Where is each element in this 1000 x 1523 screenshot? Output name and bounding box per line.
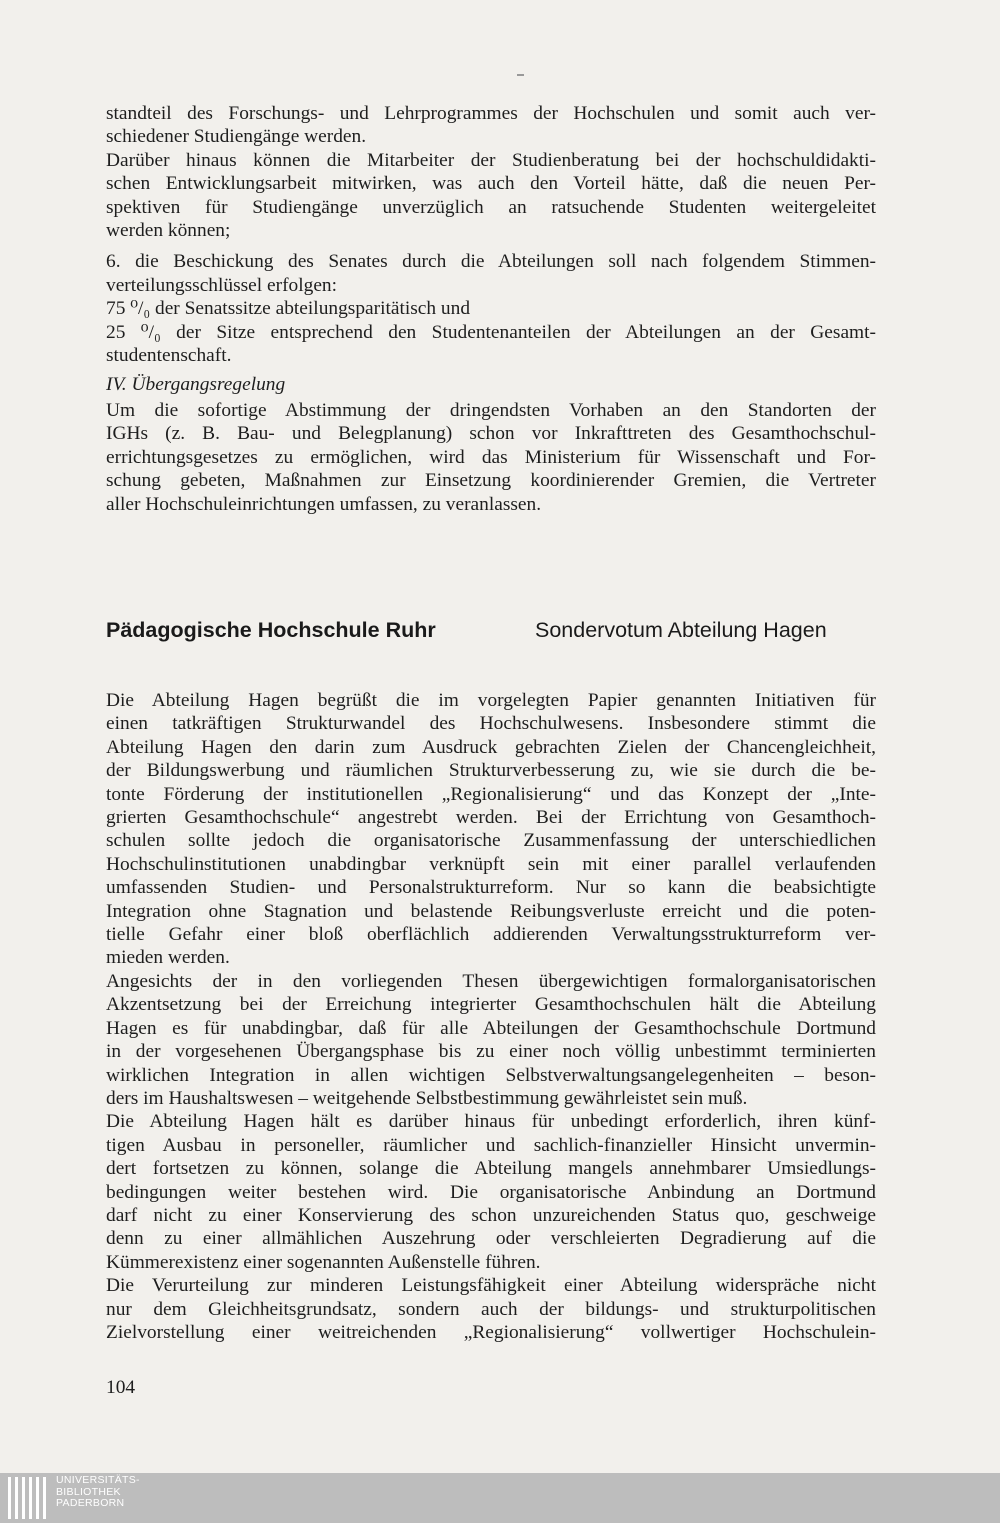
text-line: werden können; (106, 220, 231, 242)
text-line: IGHs (z. B. Bau- und Belegplanung) schon vor Inkrafttreten des Gesamthochschul- (106, 423, 876, 445)
library-name (56, 1475, 140, 1510)
text-line: Abteilung Hagen den darin zum Ausdruck gebrachten Zielen der Chancengleichheit, (106, 736, 876, 758)
text-line: Hochschulinstitutionen unabdingbar verknüpft sein mit einer parallel verlaufenden (106, 853, 876, 875)
text-line: Integration ohne Stagnation und belastende Reibungsverluste erreicht und die poten- (106, 900, 876, 922)
text-line: 6. die Beschickung des Senates durch die Abteilungen soll nach folgendem Stimmen- (106, 251, 876, 273)
paragraph (106, 1274, 876, 1344)
text-line: wirklichen Integration in allen wichtigen Selbstverwaltungsangelegenheiten – beson- (106, 1064, 876, 1086)
paragraph (106, 399, 876, 516)
paragraph (106, 970, 876, 1110)
paragraph (106, 1110, 876, 1274)
text-line: tonte Förderung der institutionellen „Regionalisierung“ und das Konzept der „Inte- (106, 783, 876, 805)
text-line: tigen Ausbau in personeller, räumlicher und sachlich-finanzieller Hinsicht unvermin- (106, 1134, 876, 1156)
text-line: in der vorgesehenen Übergangsphase bis zu einer noch völlig unbestimmt terminierten (106, 1041, 876, 1063)
text-line: nur dem Gleichheitsgrundsatz, sondern auch der bildungs- und strukturpolitischen (106, 1298, 876, 1320)
text-line: Angesichts der in den vorliegenden Thesen übergewichtigen formalorganisatorischen (106, 970, 876, 992)
paragraph (106, 102, 876, 149)
text-line: 25 ⁰/₀ der Sitze entsprechend den Studentenanteilen der Abteilungen an der Gesamt- (106, 321, 876, 343)
paragraph (106, 250, 876, 367)
text-line: schen Entwicklungsarbeit mitwirken, was auch den Vorteil hätte, daß die neuen Per- (106, 173, 876, 195)
text-line: schiedener Studiengänge werden. (106, 126, 367, 148)
text-line: errichtungsgesetzes zu ermöglichen, wird das Ministerium für Wissenschaft und For- (106, 446, 876, 468)
text-line: grierten Gesamthochschule“ angestrebt werden. Bei der Errichtung von Gesamthoch- (106, 807, 876, 829)
text-line: mieden werden. (106, 947, 230, 969)
section-header (106, 618, 876, 646)
institution-title: Pädagogische Hochschule Ruhr (106, 618, 436, 642)
paragraph (106, 149, 876, 243)
text-line: tielle Gefahr einer bloß oberflächlich addierenden Verwaltungsstrukturreform ver- (106, 924, 876, 946)
text-line: einen tatkräftigen Strukturwandel des Hochschulwesens. Insbesondere stimmt die (106, 713, 876, 735)
text-line: dert fortsetzen zu können, solange die Abteilung mangels annehmbarer Umsiedlungs- (106, 1158, 876, 1180)
text-line: Darüber hinaus können die Mitarbeiter der Studienberatung bei der hochschuldidakti- (106, 149, 876, 171)
library-name-line: PADERBORN (56, 1497, 125, 1509)
text-line: Die Abteilung Hagen hält es darüber hinaus für unbedingt erforderlich, ihren künf- (106, 1111, 876, 1133)
text-line: Hagen es für unabdingbar, daß für alle Abteilungen der Gesamthochschule Dortmund (106, 1017, 876, 1039)
section-heading-iv: IV. Übergangsregelung (106, 374, 286, 396)
votum-title: Sondervotum Abteilung Hagen (535, 618, 827, 642)
text-line: bedingungen weiter bestehen wird. Die organisatorische Anbindung an Dortmund (106, 1181, 876, 1203)
text-line: Akzentsetzung bei der Erreichung integrierter Gesamthochschulen hält die Abteilung (106, 994, 876, 1016)
text-line: ders im Haushaltswesen – weitgehende Selbstbestimmung gewährleistet sein muß. (106, 1087, 748, 1109)
paragraph (106, 689, 876, 970)
text-line: der Bildungswerbung und räumlichen Strukturverbesserung zu, wie sie durch die be- (106, 760, 876, 782)
text-line: darf nicht zu einer Konservierung des schon unzureichenden Status quo, geschweige (106, 1204, 876, 1226)
library-name-line: BIBLIOTHEK (56, 1485, 121, 1498)
text-line: spektiven für Studiengänge unverzüglich an ratsuchende Studenten weitergeleitet (106, 196, 876, 218)
text-line: schulen sollte jedoch die organisatorische Zusammenfassung der unterschiedlichen (106, 830, 876, 852)
text-line: Die Verurteilung zur minderen Leistungsfähigkeit einer Abteilung widerspräche nicht (106, 1275, 876, 1297)
text-line: Um die sofortige Abstimmung der dringendsten Vorhaben an den Standorten der (106, 399, 876, 421)
text-line: aller Hochschuleinrichtungen umfassen, zu veranlassen. (106, 493, 542, 515)
library-name-line: UNIVERSITÄTS- (56, 1474, 140, 1486)
text-line: studentenschaft. (106, 345, 232, 367)
text-line: Zielvorstellung einer weitreichenden „Regionalisierung“ vollwertiger Hochschulein- (106, 1321, 876, 1343)
text-line: standteil des Forschungs- und Lehrprogrammes der Hochschulen und somit auch ver- (106, 103, 876, 124)
text-line: denn zu einer allmählichen Auszehrung oder verschleierten Degradierung auf die (106, 1228, 876, 1250)
library-footer (0, 1473, 1000, 1523)
text-line: 75 ⁰/₀ der Senatssitze abteilungsparitätisch und (106, 298, 471, 320)
scan-mark (517, 74, 524, 76)
page-number: 104 (106, 1377, 136, 1398)
text-line: schung gebeten, Maßnahmen zur Einsetzung koordinierender Gremien, die Vertreter (106, 470, 876, 492)
text-line: Die Abteilung Hagen begrüßt die im vorgelegten Papier genannten Initiativen für (106, 690, 876, 711)
text-block-upper (106, 102, 876, 516)
text-line: Kümmerexistenz einer sogenannten Außenstelle führen. (106, 1251, 541, 1273)
text-line: umfassenden Studien- und Personalstrukturreform. Nur so kann die beabsichtigte (106, 877, 876, 899)
text-line: verteilungsschlüssel erfolgen: (106, 274, 338, 296)
text-block-lower (106, 689, 876, 1344)
